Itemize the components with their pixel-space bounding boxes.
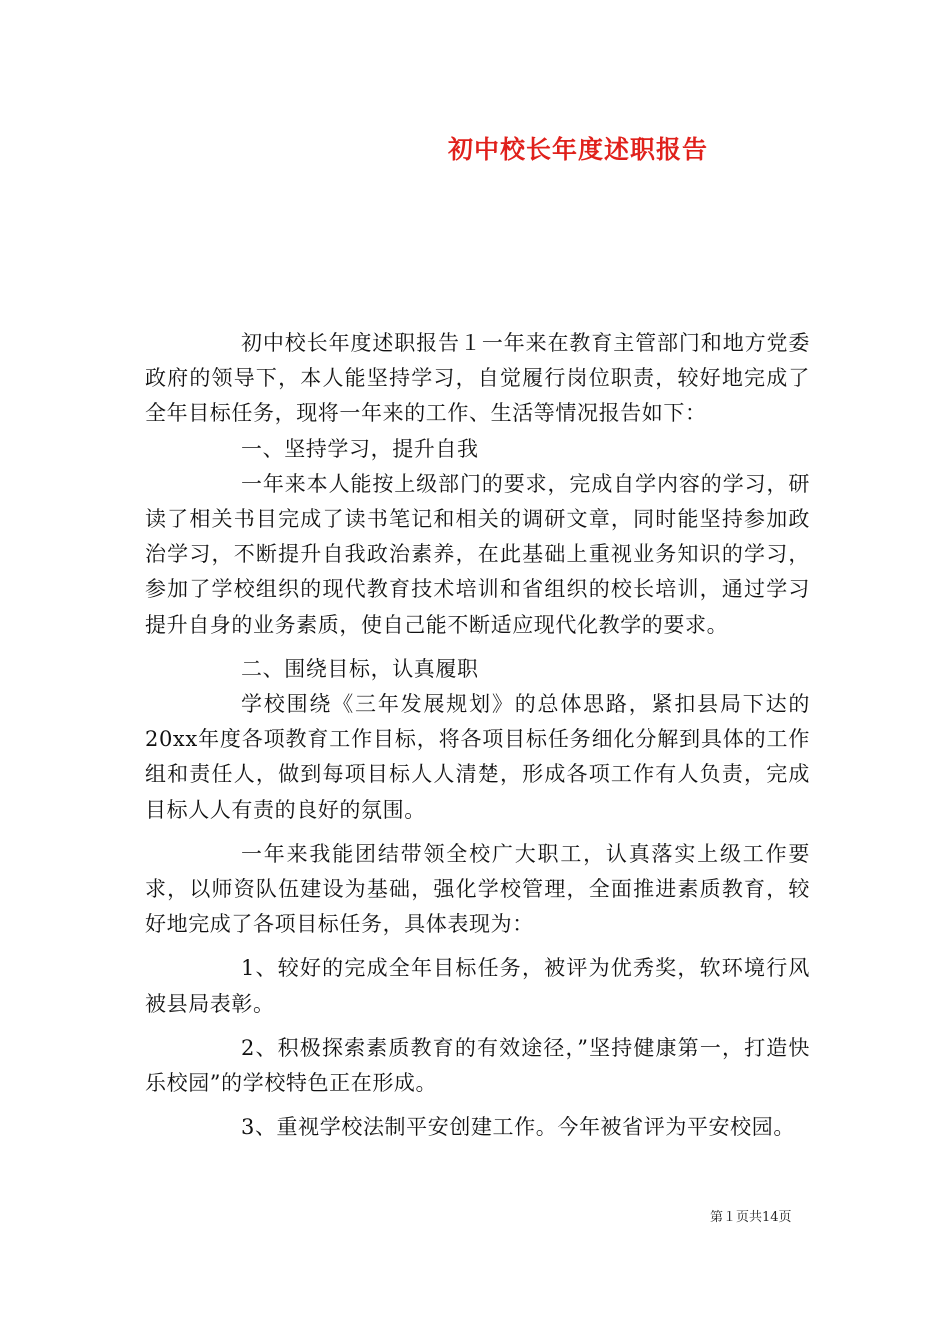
document-body (145, 326, 810, 1145)
section-heading-1: 一、坚持学习，提升自我 (241, 436, 479, 461)
page-number: 第１页共14页 (710, 1210, 792, 1225)
list-item-2: 2、积极探索素质教育的有效途径，”坚持健康第一，打造快乐校园”的学校特色正在形成。 (145, 1035, 810, 1096)
paragraph-team: 一年来我能团结带领全校广大职工，认真落实上级工作要求，以师资队伍建设为基础，强化学校管理，全面推进素质教育，较好地完成了各项目标任务，具体表现为： (145, 841, 810, 937)
document-title: 初中校长年度述职报告 (448, 135, 709, 164)
list-item-3: 3、重视学校法制平安创建工作。今年被省评为平安校园。 (241, 1115, 795, 1140)
paragraph-study: 一年来本人能按上级部门的要求，完成自学内容的学习，研读了相关书目完成了读书笔记和相关的调研文章，同时能坚持参加政治学习，不断提升自我政治素养，在此基础上重视业务知识的学习，参加了学校组织的现代教育技术培训和省组织的校长培训，通过学习提升自身的业务素质，使自己能不断适应现代化教学的要求。 (145, 471, 810, 637)
paragraph-goals: 学校围绕《三年发展规划》的总体思路，紧扣县局下达的20xx年度各项教育工作目标，将各项目标任务细化分解到具体的工作组和责任人，做到每项目标人人清楚，形成各项工作有人负责，完成目标人人有责的良好的氛围。 (145, 692, 810, 822)
list-item-1: 1、较好的完成全年目标任务，被评为优秀奖，软环境行风被县局表彰。 (145, 956, 810, 1016)
section-heading-2: 二、围绕目标，认真履职 (241, 656, 479, 681)
paragraph-intro: 初中校长年度述职报告１一年来在教育主管部门和地方党委政府的领导下，本人能坚持学习，自觉履行岗位职责，较好地完成了全年目标任务，现将一年来的工作、生活等情况报告如下： (145, 331, 810, 426)
